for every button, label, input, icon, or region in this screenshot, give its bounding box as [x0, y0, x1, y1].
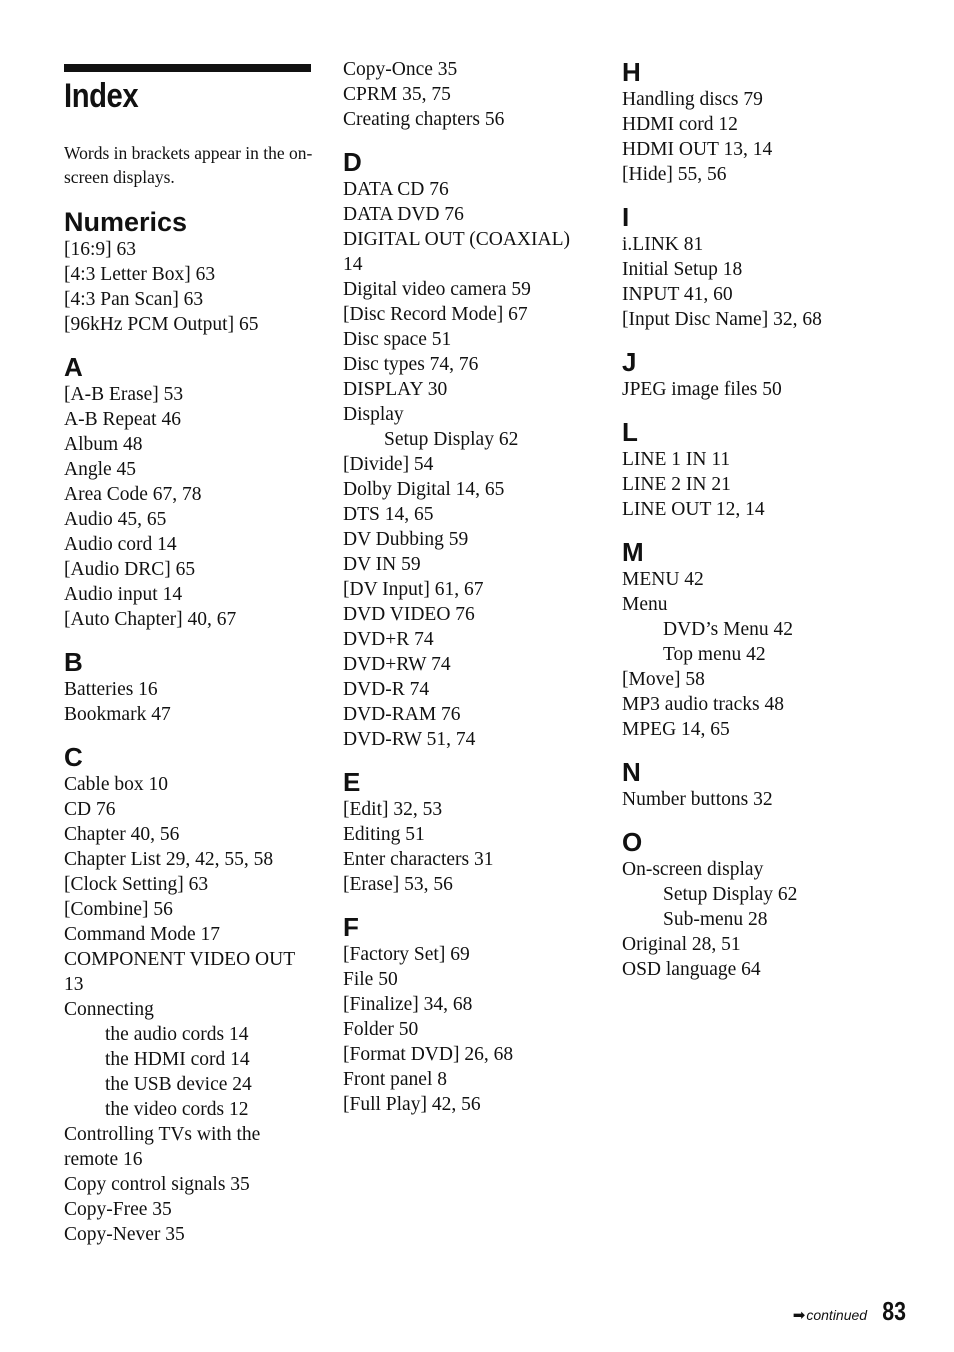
index-entry: [Full Play] 42, 56: [343, 1094, 481, 1115]
page-number: 83: [882, 1296, 906, 1326]
index-entry: [96kHz PCM Output] 65: [64, 314, 259, 335]
index-section: [64, 743, 326, 1247]
section-letter: E: [343, 767, 361, 797]
index-entry: Audio 45, 65: [64, 509, 167, 530]
index-entry: HDMI cord 12: [622, 114, 738, 135]
title-rule: [64, 64, 311, 72]
index-entry: DISPLAY 30: [343, 379, 448, 400]
section-letter: D: [343, 147, 362, 177]
index-entry: HDMI OUT 13, 14: [622, 139, 773, 160]
index-entry: Copy-Free 35: [64, 1199, 172, 1220]
index-entry: [Clock Setting] 63: [64, 874, 209, 895]
index-entry: [Disc Record Mode] 67: [343, 304, 528, 325]
index-entry: [Hide] 55, 56: [622, 164, 727, 185]
index-entry: Bookmark 47: [64, 704, 171, 725]
intro-note: Words in brackets appear in the on-screen displays.: [64, 143, 313, 187]
index-entry: [Finalize] 34, 68: [343, 994, 473, 1015]
section-letter: A: [64, 352, 83, 382]
index-entry: DVD+R 74: [343, 629, 434, 650]
section-letter: J: [622, 347, 637, 377]
index-entry: Copy-Never 35: [64, 1224, 185, 1245]
index-entry: [Input Disc Name] 32, 68: [622, 309, 822, 330]
index-entry: Digital video camera 59: [343, 279, 531, 300]
index-entry: i.LINK 81: [622, 234, 704, 255]
index-entry: DV IN 59: [343, 554, 421, 575]
index-subentry: the USB device 24: [105, 1074, 252, 1095]
index-subentry: DVD’s Menu 42: [663, 619, 793, 640]
index-subentry: the video cords 12: [105, 1099, 249, 1120]
index-entry: Handling discs 79: [622, 89, 763, 110]
index-entry: Copy-Once 35: [343, 59, 458, 80]
index-section: [343, 57, 605, 132]
index-entry: Chapter List 29, 42, 55, 58: [64, 849, 274, 870]
index-subentry: Setup Display 62: [384, 429, 519, 450]
section-letter: Numerics: [64, 207, 188, 237]
index-entry: Enter characters 31: [343, 849, 494, 870]
index-entry: DVD-RAM 76: [343, 704, 461, 725]
index-entry: Front panel 8: [343, 1069, 447, 1090]
index-entry: CPRM 35, 75: [343, 84, 451, 105]
index-entry: [Move] 58: [622, 669, 705, 690]
index-entry: LINE OUT 12, 14: [622, 499, 765, 520]
index-entry: Audio input 14: [64, 584, 183, 605]
index-subentry: Top menu 42: [663, 644, 766, 665]
index-section: [343, 913, 605, 1117]
index-entry: Display: [343, 404, 404, 425]
index-entry: DVD-RW 51, 74: [343, 729, 476, 750]
index-entry: Controlling TVs with the: [64, 1124, 261, 1145]
index-entry: Area Code 67, 78: [64, 484, 202, 505]
section-letter: I: [622, 202, 630, 232]
index-entry: Original 28, 51: [622, 934, 741, 955]
index-section: [64, 648, 326, 727]
index-section: [622, 58, 884, 187]
index-subentry: Sub-menu 28: [663, 909, 768, 930]
index-entry: COMPONENT VIDEO OUT: [64, 949, 296, 970]
index-entry: [Auto Chapter] 40, 67: [64, 609, 237, 630]
index-entry: MPEG 14, 65: [622, 719, 730, 740]
index-entry: Connecting: [64, 999, 154, 1020]
continued-label: continued: [806, 1307, 868, 1323]
index-entry: Disc types 74, 76: [343, 354, 479, 375]
index-section: [622, 758, 884, 812]
index-entry: Folder 50: [343, 1019, 419, 1040]
index-entry: Disc space 51: [343, 329, 452, 350]
index-entry: [4:3 Letter Box] 63: [64, 264, 216, 285]
index-section: [343, 148, 605, 752]
section-letter: B: [64, 647, 83, 677]
index-section: [64, 353, 326, 632]
section-letter: N: [622, 757, 641, 787]
page-footer: [793, 1296, 906, 1327]
index-entry: [Format DVD] 26, 68: [343, 1044, 514, 1065]
index-section: [622, 828, 884, 982]
index-entry: On-screen display: [622, 859, 764, 880]
index-entry: Album 48: [64, 434, 143, 455]
index-column-3: [622, 57, 884, 982]
index-entry: remote 16: [64, 1149, 143, 1170]
index-entry: [A-B Erase] 53: [64, 384, 184, 405]
index-entry: Menu: [622, 594, 668, 615]
index-entry: Number buttons 32: [622, 789, 773, 810]
index-entry: Dolby Digital 14, 65: [343, 479, 505, 500]
index-entry: Audio cord 14: [64, 534, 177, 555]
index-entry: A-B Repeat 46: [64, 409, 181, 430]
index-entry: [Factory Set] 69: [343, 944, 470, 965]
page-title: Index: [64, 77, 139, 115]
index-entry: [4:3 Pan Scan] 63: [64, 289, 204, 310]
index-entry: 13: [64, 974, 84, 995]
index-entry: Batteries 16: [64, 679, 158, 700]
index-subentry: the HDMI cord 14: [105, 1049, 250, 1070]
arrow-right-icon: ➡: [792, 1306, 806, 1324]
index-entry: CD 76: [64, 799, 116, 820]
index-entry: Angle 45: [64, 459, 137, 480]
section-letter: M: [622, 537, 644, 567]
index-entry: [Audio DRC] 65: [64, 559, 196, 580]
index-entry: DIGITAL OUT (COAXIAL): [343, 229, 570, 250]
index-entry: DATA CD 76: [343, 179, 449, 200]
index-entry: Cable box 10: [64, 774, 168, 795]
index-entry: JPEG image files 50: [622, 379, 782, 400]
continued-note: [793, 1306, 867, 1324]
index-section: [622, 348, 884, 402]
index-entry: DVD+RW 74: [343, 654, 451, 675]
index-entry: DVD VIDEO 76: [343, 604, 475, 625]
index-entry: MENU 42: [622, 569, 704, 590]
index-entry: MP3 audio tracks 48: [622, 694, 784, 715]
index-entry: [Edit] 32, 53: [343, 799, 443, 820]
index-section: [622, 418, 884, 522]
index-entry: Creating chapters 56: [343, 109, 505, 130]
section-letter: L: [622, 417, 638, 447]
index-entry: [DV Input] 61, 67: [343, 579, 484, 600]
index-section: [343, 768, 605, 897]
index-column-2: [343, 57, 605, 1117]
index-section: [622, 538, 884, 742]
index-entry: 14: [343, 254, 363, 275]
index-entry: INPUT 41, 60: [622, 284, 733, 305]
index-entry: DATA DVD 76: [343, 204, 464, 225]
index-entry: [Divide] 54: [343, 454, 434, 475]
index-subentry: the audio cords 14: [105, 1024, 249, 1045]
section-letter: C: [64, 742, 83, 772]
index-section: [622, 203, 884, 332]
index-entry: Editing 51: [343, 824, 425, 845]
index-column-1: [64, 202, 326, 1247]
index-subentry: Setup Display 62: [663, 884, 798, 905]
index-entry: Chapter 40, 56: [64, 824, 180, 845]
index-entry: LINE 1 IN 11: [622, 449, 731, 470]
index-entry: DTS 14, 65: [343, 504, 434, 525]
index-entry: Initial Setup 18: [622, 259, 743, 280]
index-entry: OSD language 64: [622, 959, 761, 980]
index-entry: [Erase] 53, 56: [343, 874, 453, 895]
index-entry: [Combine] 56: [64, 899, 173, 920]
index-entry: LINE 2 IN 21: [622, 474, 731, 495]
index-section: [64, 208, 326, 337]
index-entry: Command Mode 17: [64, 924, 220, 945]
section-letter: F: [343, 912, 359, 942]
index-entry: Copy control signals 35: [64, 1174, 250, 1195]
index-entry: DVD-R 74: [343, 679, 430, 700]
index-entry: File 50: [343, 969, 398, 990]
section-letter: O: [622, 827, 643, 857]
section-letter: H: [622, 57, 641, 87]
index-entry: [16:9] 63: [64, 239, 137, 260]
index-entry: DV Dubbing 59: [343, 529, 469, 550]
